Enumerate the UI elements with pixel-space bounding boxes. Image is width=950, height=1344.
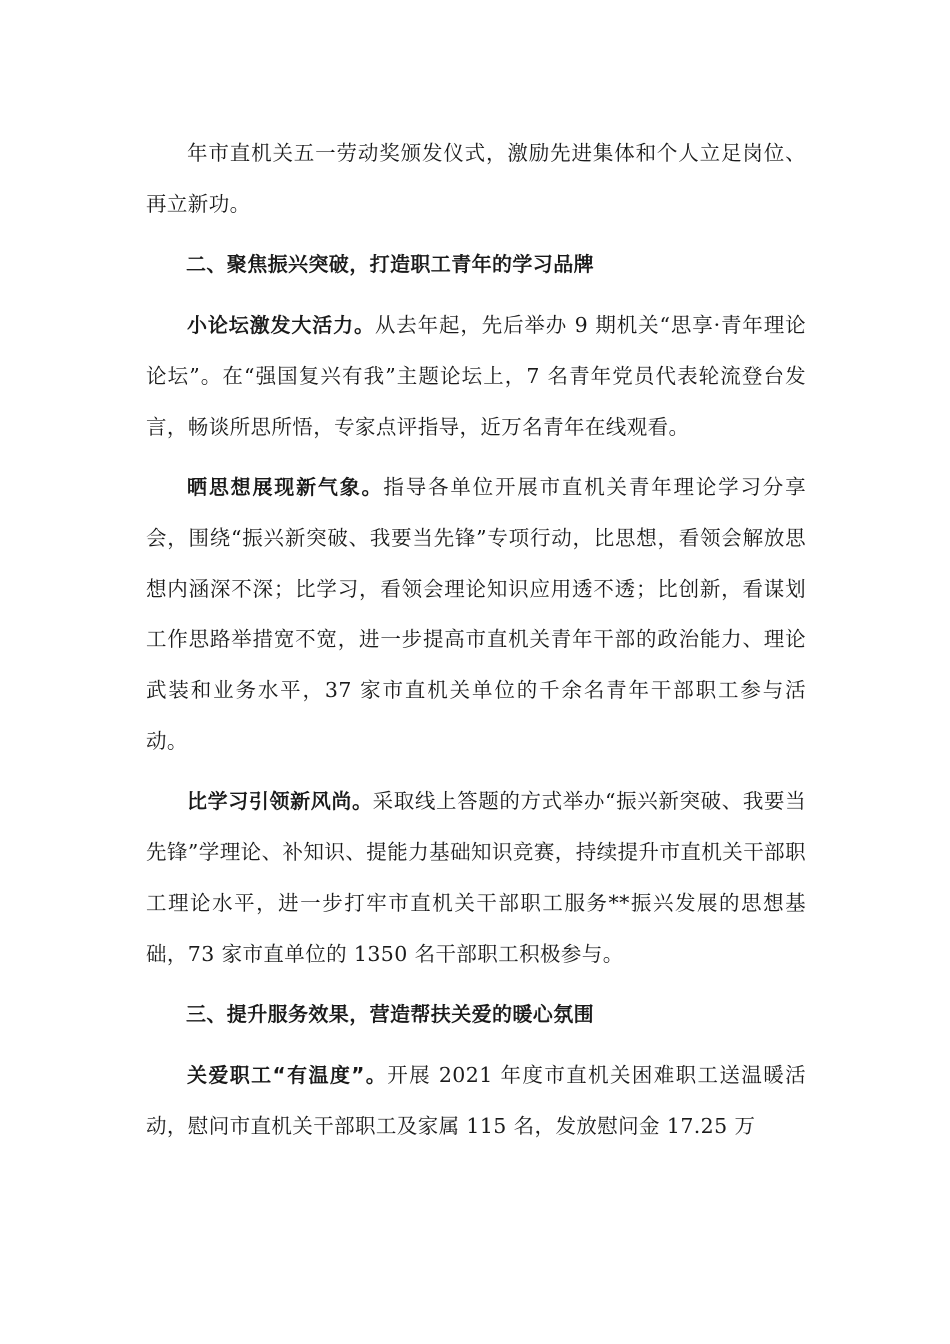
paragraph-text: 从去年起，先后举办 9 期机关“思享·青年理论论坛”。在“强国复兴有我”主题论坛上，7 名青年党员代表轮流登台发言，畅谈所思所悟，专家点评指导，近万名青年在线观看。: [146, 313, 806, 439]
paragraph-forum: [146, 300, 806, 452]
paragraph-lead: 关爱职工“有温度”。: [187, 1062, 388, 1087]
paragraph-continuation: [146, 128, 806, 229]
paragraph-text: 指导各单位开展市直机关青年理论学习分享会，围绕“振兴新突破、我要当先锋”专项行动，比思想，看领会解放思想内涵深不深；比学习，看领会理论知识应用透不透；比创新，看谋划工作思路举措宽不宽，进一步提高市直机关青年干部的政治能力、理论武装和业务水平，37 家市直机关单位的千余名青年干部职工参与活动。: [146, 475, 806, 753]
section-heading-2: 二、聚焦振兴突破，打造职工青年的学习品牌: [186, 252, 594, 277]
paragraph-lead: 晒思想展现新气象。: [187, 475, 384, 500]
paragraph-text: 开展 2021 年度市直机关困难职工送温暖活动，慰问市直机关干部职工及家属 115 名，发放慰问金 17.25 万: [146, 1062, 806, 1138]
document-body: [146, 128, 806, 1161]
paragraph-text: 年市直机关五一劳动奖颁发仪式，激励先进集体和个人立足岗位、再立新功。: [146, 141, 806, 216]
paragraph-lead: 小论坛激发大活力。: [187, 313, 375, 338]
paragraph-ideas: [146, 462, 806, 766]
paragraph-care: [146, 1050, 806, 1151]
paragraph-study: [146, 776, 806, 979]
paragraph-lead: 比学习引领新风尚。: [187, 789, 373, 814]
paragraph-text: 采取线上答题的方式举办“振兴新突破、我要当先锋”学理论、补知识、提能力基础知识竞赛，持续提升市直机关干部职工理论水平，进一步打牢市直机关干部职工服务**振兴发展的思想基础，73 家市直单位的 1350 名干部职工积极参与。: [146, 789, 806, 966]
section-heading-3: 三、提升服务效果，营造帮扶关爱的暖心氛围: [186, 1002, 594, 1027]
